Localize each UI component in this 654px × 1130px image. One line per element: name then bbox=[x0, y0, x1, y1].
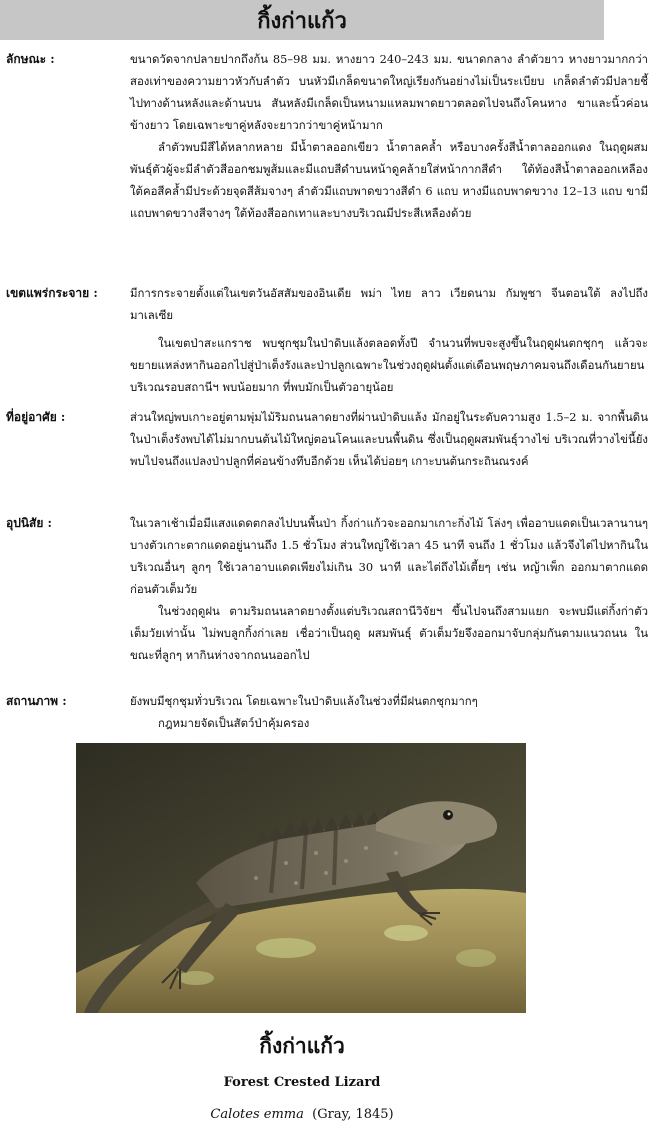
distribution-label: เขตแพร่กระจาย : bbox=[6, 286, 98, 300]
caption-english-name: Forest Crested Lizard bbox=[223, 1075, 381, 1090]
status-body bbox=[130, 690, 648, 734]
caption-thai-name: กิ้งก่าแก้ว bbox=[259, 1033, 345, 1058]
page-title: กิ้งก่าแก้ว bbox=[257, 7, 347, 34]
distribution-paragraph-2: ในเขตป่าสะแกราช พบชุกชุมในป่าดิบแล้งตลอดทั้งปี จำนวนที่พบจะสูงขึ้นในฤดูฝนตกชุกๆ แล้วจะขยายแหล่งหากินออกไปสู่ป่าเต็งรังและป่าปลูกเฉพาะในช่วงฤดูฝนตั้งแต่เดือนพฤษภาคมจนถึงเดือนกันยายน บริเวณรอบสถานีฯ พบน้อยมาก ที่พบมักเป็นตัวอายุน้อย bbox=[130, 336, 648, 394]
lizard-photo-icon bbox=[76, 743, 526, 1013]
scientific-name: Calotes emma bbox=[210, 1107, 304, 1122]
distribution-paragraph-1: มีการกระจายตั้งแต่ในเขตวันอัสสัมของอินเดีย พม่า ไทย ลาว เวียดนาม กัมพูชา จีนตอนใต้ ลงไปถึงมาเลเซีย bbox=[130, 286, 648, 322]
behavior-body bbox=[130, 512, 648, 666]
caption-scientific-name bbox=[0, 1107, 604, 1122]
habitat-label: ที่อยู่อาศัย : bbox=[6, 410, 66, 424]
characteristics-paragraph-2: ลำตัวพบมีสีได้หลากหลาย มีน้ำตาลออกเขียว น้ำตาลคล้ำ หรือบางครั้งสีน้ำตาลออกแดง ในฤดูผสมพันธุ์ตัวผู้จะมีลำตัวสีออกชมพูส้มและมีแถบสีดำบนหน้าดูคล้ายใส่หน้ากากสีดำ ใต้ท้องสีน้ำตาลออกเหลือง ใต้คอสีคล้ำมีประด้วยจุดสีส้มจางๆ ลำตัวมีแถบพาดขวางสีดำ 6 แถบ หางมีแถบพาดขวาง 12–13 แถบ ขามีแถบพาดขวางสีจางๆ ใต้ท้องสีออกเทาและบางบริเวณมีประสีเหลืองด้วย bbox=[130, 140, 648, 220]
behavior-label: อุปนิสัย : bbox=[6, 516, 52, 530]
status-paragraph-1: ยังพบมีชุกชุมทั่วบริเวณ โดยเฉพาะในป่าดิบแล้งในช่วงที่มีฝนตกชุกมากๆ bbox=[130, 694, 478, 708]
habitat-paragraph-1: ส่วนใหญ่พบเกาะอยู่ตามพุ่มไม้ริมถนนลาดยางที่ผ่านป่าดิบแล้ง มักอยู่ในระดับความสูง 1.5–2 ม. จากพื้นดิน ในป่าเต็งรังพบได้ไม่มากบนต้นไม้ใหญ่ตอนโคนและบนพื้นดิน ซึ่งเป็นฤดูผสมพันธุ์วางไข่ บริเวณที่วางไข่นี้ยังพบไปจนถึงแปลงป่าปลูกที่ค่อนข้างทึบอีกด้วย เห็นได้บ่อยๆ เกาะบนต้นกระถินณรงค์ bbox=[130, 410, 648, 468]
distribution-body bbox=[130, 282, 648, 398]
status-label: สถานภาพ : bbox=[6, 694, 67, 708]
characteristics-paragraph-1: ขนาดวัดจากปลายปากถึงก้น 85–98 มม. หางยาว 240–243 มม. ขนาดกลาง ลำตัวยาว หางยาวมากกว่าสองเท่าของความยาวหัวกับลำตัว บนหัวมีเกล็ดขนาดใหญ่เรียงกันอย่างไม่เป็นระเบียบ เกล็ดลำตัวมีปลายชี้ไปทางด้านหลังและด้านบน สันหลังมีเกล็ดเป็นหนามแหลมพาดยาวตลอดไปจนถึงโคนหาง ขาและนิ้วค่อนข้างยาว โดยเฉพาะขาคู่หลังจะยาวกว่าขาคู่หน้ามาก bbox=[130, 52, 648, 132]
habitat-body bbox=[130, 406, 648, 472]
scientific-author: (Gray, 1845) bbox=[312, 1107, 394, 1122]
page-title-bar bbox=[0, 0, 604, 40]
characteristics-label: ลักษณะ : bbox=[6, 52, 55, 66]
status-paragraph-2: กฎหมายจัดเป็นสัตว์ป่าคุ้มครอง bbox=[158, 716, 310, 730]
behavior-paragraph-2: ในช่วงฤดูฝน ตามริมถนนลาดยางตั้งแต่บริเวณสถานีวิจัยฯ ขึ้นไปจนถึงสามแยก จะพบมีแต่กิ้งก่าตัวเต็มวัยเท่านั้น ไม่พบลูกกิ้งก่าเลย เชื่อว่าเป็นฤดู ผสมพันธุ์ ตัวเต็มวัยจึงออกมาจับกลุ่มกันตามแนวถนน ในขณะที่ลูกๆ หากินห่างจากถนนออกไป bbox=[130, 604, 648, 662]
characteristics-body bbox=[130, 48, 648, 224]
behavior-paragraph-1: ในเวลาเช้าเมื่อมีแสงแดดตกลงไปบนพื้นป่า กิ้งก่าแก้วจะออกมาเกาะกิ่งไม้ โล่งๆ เพื่ออาบแดดเป็นเวลานานๆ บางตัวเกาะตากแดดอยู่นานถึง 1.5 ชั่วโมง ส่วนใหญ่ใช้เวลา 45 นาที จนถึง 1 ชั่วโมง แล้วจึงไต่ไปหากินในบริเวณอื่นๆ ลูกๆ ใช้เวลาอาบแดดเพียงไม่เกิน 30 นาที และไต่ถึงไม้เตี้ยๆ เช่น หญ้าเพ็ก ออกมาตากแดดก่อนตัวเต็มวัย bbox=[130, 516, 648, 596]
